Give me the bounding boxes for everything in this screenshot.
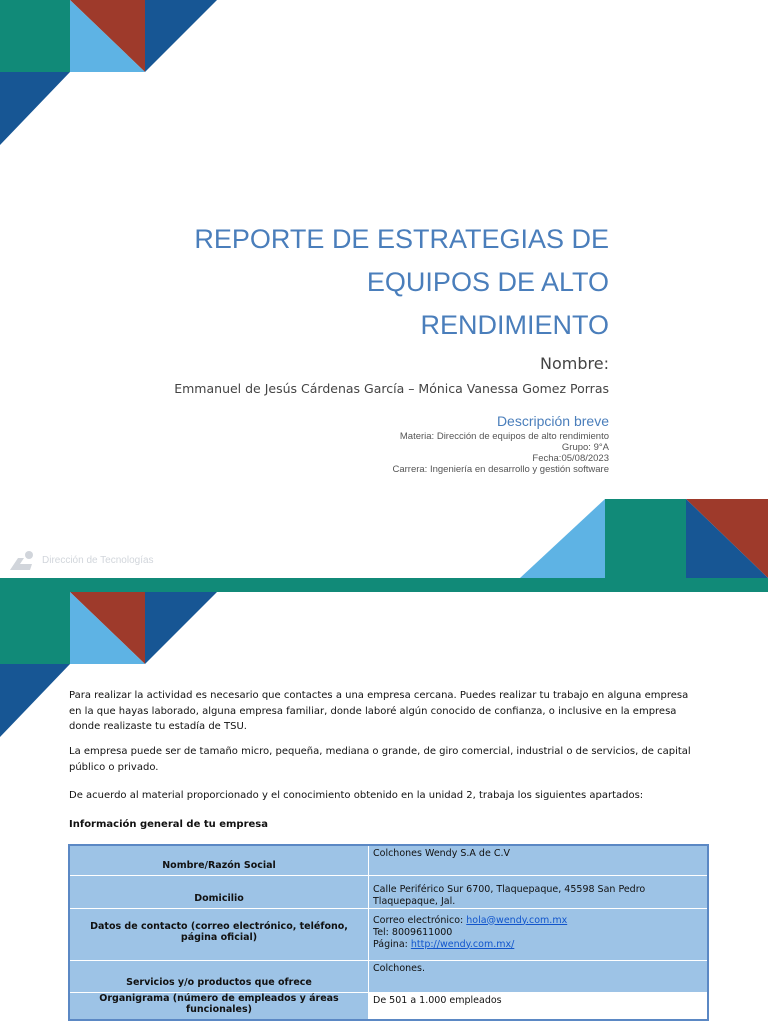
email-link[interactable]: hola@wendy.com.mx xyxy=(466,914,568,926)
report-title xyxy=(89,218,609,347)
contact-phone: Tel: 8009611000 xyxy=(373,926,453,938)
paragraph-company-size: La empresa puede ser de tamaño micro, pequeña, mediana o grande, de giro comercial, industrial o de servicios, de capital público o privado. xyxy=(69,746,691,773)
table-row xyxy=(69,960,708,992)
logo-text: Dirección de Tecnologías xyxy=(42,554,154,566)
description-subject: Materia: Dirección de equipos de alto rendimiento xyxy=(399,431,609,442)
page-label: Página: xyxy=(373,938,411,950)
description-date: Fecha:05/08/2023 xyxy=(532,453,609,464)
table-row xyxy=(69,875,708,908)
value-company-name: Colchones Wendy S.A de C.V xyxy=(369,845,709,875)
value-address: Calle Periférico Sur 6700, Tlaquepaque, 45598 San Pedro Tlaquepaque, Jal. xyxy=(369,875,709,908)
table-row xyxy=(69,908,708,960)
cover-decoration-bottom xyxy=(520,499,768,578)
description-group: Grupo: 9°A xyxy=(561,442,609,453)
university-logo-icon xyxy=(10,550,36,570)
title-line-2: EQUIPOS DE ALTO xyxy=(366,267,609,297)
author-names: Emmanuel de Jesús Cárdenas García – Mónica Vanessa Gomez Porras xyxy=(174,381,609,396)
content-page xyxy=(0,592,768,1024)
page-separator xyxy=(0,578,768,592)
label-org-chart: Organigrama (número de empleados y áreas funcionales) xyxy=(69,992,369,1020)
description-block xyxy=(392,431,609,475)
company-info-table xyxy=(68,844,709,1021)
name-label: Nombre: xyxy=(540,354,609,373)
label-contact: Datos de contacto (correo electrónico, teléfono, página oficial) xyxy=(69,908,369,960)
website-link[interactable]: http://wendy.com.mx/ xyxy=(410,938,515,950)
email-label: Correo electrónico: xyxy=(373,914,467,926)
table-row xyxy=(69,845,708,875)
description-title: Descripción breve xyxy=(496,413,609,429)
description-career: Carrera: Ingeniería en desarrollo y gestión software xyxy=(392,464,609,475)
value-services: Colchones. xyxy=(369,960,709,992)
label-company-name: Nombre/Razón Social xyxy=(69,845,369,875)
contact-page-line xyxy=(373,939,703,951)
title-line-1: REPORTE DE ESTRATEGIAS DE xyxy=(194,224,609,254)
paragraph-intro: Para realizar la actividad es necesario que contactes a una empresa cercana. Puedes realizar tu trabajo en alguna empresa en la que hayas laborado, alguna empresa familiar, donde laboré algún conocido de confianza, o inclusive en la empresa donde realizaste tu estadía de TSU. xyxy=(69,690,689,732)
paragraph-instructions: De acuerdo al material proporcionado y el conocimiento obtenido en la unidad 2, trabaja los siguientes apartados: xyxy=(69,790,644,801)
label-services: Servicios y/o productos que ofrece xyxy=(69,960,369,992)
university-logo xyxy=(10,550,154,570)
value-org-chart: De 501 a 1.000 empleados xyxy=(369,992,709,1020)
value-contact xyxy=(369,908,709,960)
cover-decoration-top xyxy=(0,0,220,150)
table-row xyxy=(69,992,708,1020)
contact-email-line xyxy=(373,915,703,927)
section-heading: Información general de tu empresa xyxy=(69,819,268,830)
title-line-3: RENDIMIENTO xyxy=(420,310,609,340)
label-address: Domicilio xyxy=(69,875,369,908)
